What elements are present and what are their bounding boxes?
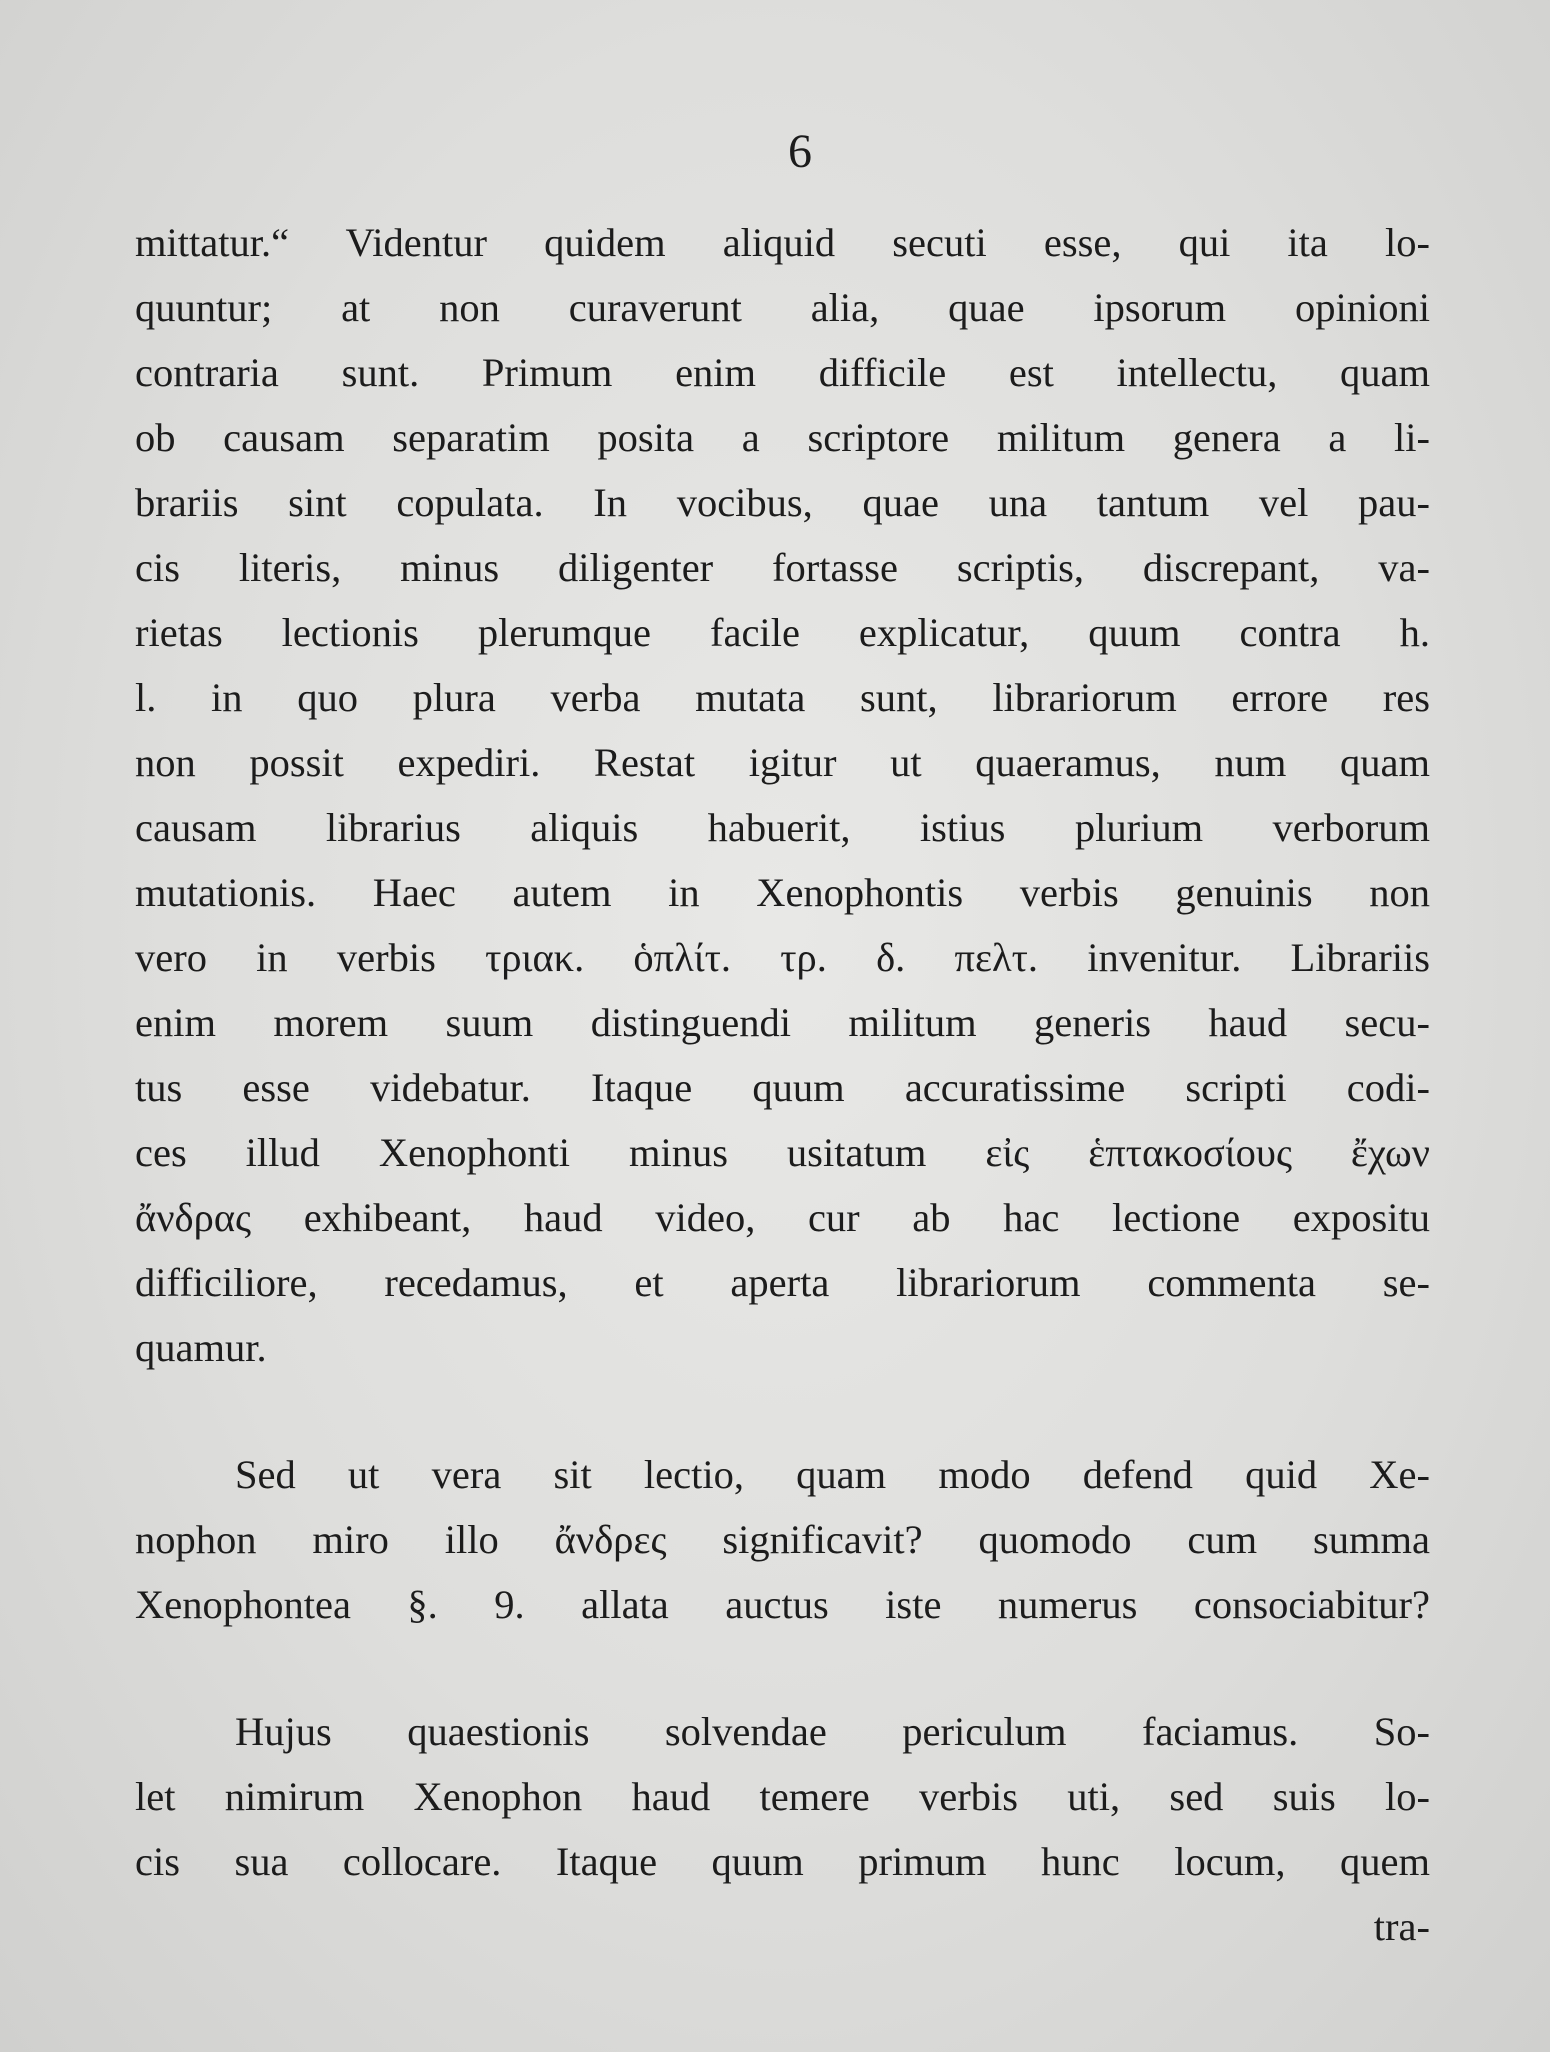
text-line: nophon miro illo ἄνδρες significavit? quomodo cum summa	[135, 1517, 1430, 1562]
paragraph	[135, 1442, 1430, 1637]
paragraph-gap	[135, 1637, 1430, 1699]
text-line: brariis sint copulata. In vocibus, quae una tantum vel pau-	[135, 480, 1430, 525]
text-line: tus esse videbatur. Itaque quum accuratissime scripti codi-	[135, 1065, 1430, 1110]
text-line: l. in quo plura verba mutata sunt, librariorum errore res	[135, 675, 1430, 720]
text-line: mutationis. Haec autem in Xenophontis verbis genuinis non	[135, 870, 1430, 915]
text-line: contraria sunt. Primum enim difficile est intellectu, quam	[135, 350, 1430, 395]
text-line: ἄνδρας exhibeant, haud video, cur ab hac lectione expositu	[135, 1195, 1430, 1240]
text-line: causam librarius aliquis habuerit, istius plurium verborum	[135, 805, 1430, 850]
text-line: quuntur; at non curaverunt alia, quae ipsorum opinioni	[135, 285, 1430, 330]
text-line: Xenophontea §. 9. allata auctus iste numerus consociabitur?	[135, 1582, 1430, 1627]
text-line: let nimirum Xenophon haud temere verbis uti, sed suis lo-	[135, 1774, 1430, 1819]
paragraph	[135, 1699, 1430, 1959]
text-line: Hujus quaestionis solvendae periculum faciamus. So-	[235, 1709, 1430, 1754]
text-line: rietas lectionis plerumque facile explicatur, quum contra h.	[135, 610, 1430, 655]
text-line: Sed ut vera sit lectio, quam modo defend quid Xe-	[235, 1452, 1430, 1497]
text-line: ces illud Xenophonti minus usitatum εἰς ἑπτακοσίους ἔχων	[135, 1130, 1430, 1175]
catchword: tra-	[1373, 1904, 1430, 1949]
page-number: 6	[788, 125, 812, 178]
text-line: enim morem suum distinguendi militum generis haud secu-	[135, 1000, 1430, 1045]
text-line: non possit expediri. Restat igitur ut quaeramus, num quam	[135, 740, 1430, 785]
text-line: cis literis, minus diligenter fortasse scriptis, discrepant, va-	[135, 545, 1430, 590]
text-line: mittatur.“ Videntur quidem aliquid secuti esse, qui ita lo-	[135, 220, 1430, 265]
text-line: vero in verbis τριακ. ὁπλίτ. τρ. δ. πελτ. invenitur. Librariis	[135, 935, 1430, 980]
text-line: ob causam separatim posita a scriptore militum genera a li-	[135, 415, 1430, 460]
text-line: cis sua collocare. Itaque quum primum hunc locum, quem	[135, 1839, 1430, 1884]
text-line: quamur.	[135, 1325, 267, 1370]
paragraph-gap	[135, 1380, 1430, 1442]
text-line: difficiliore, recedamus, et aperta librariorum commenta se-	[135, 1260, 1430, 1305]
body-text	[135, 210, 1430, 1959]
paragraph	[135, 210, 1430, 1380]
